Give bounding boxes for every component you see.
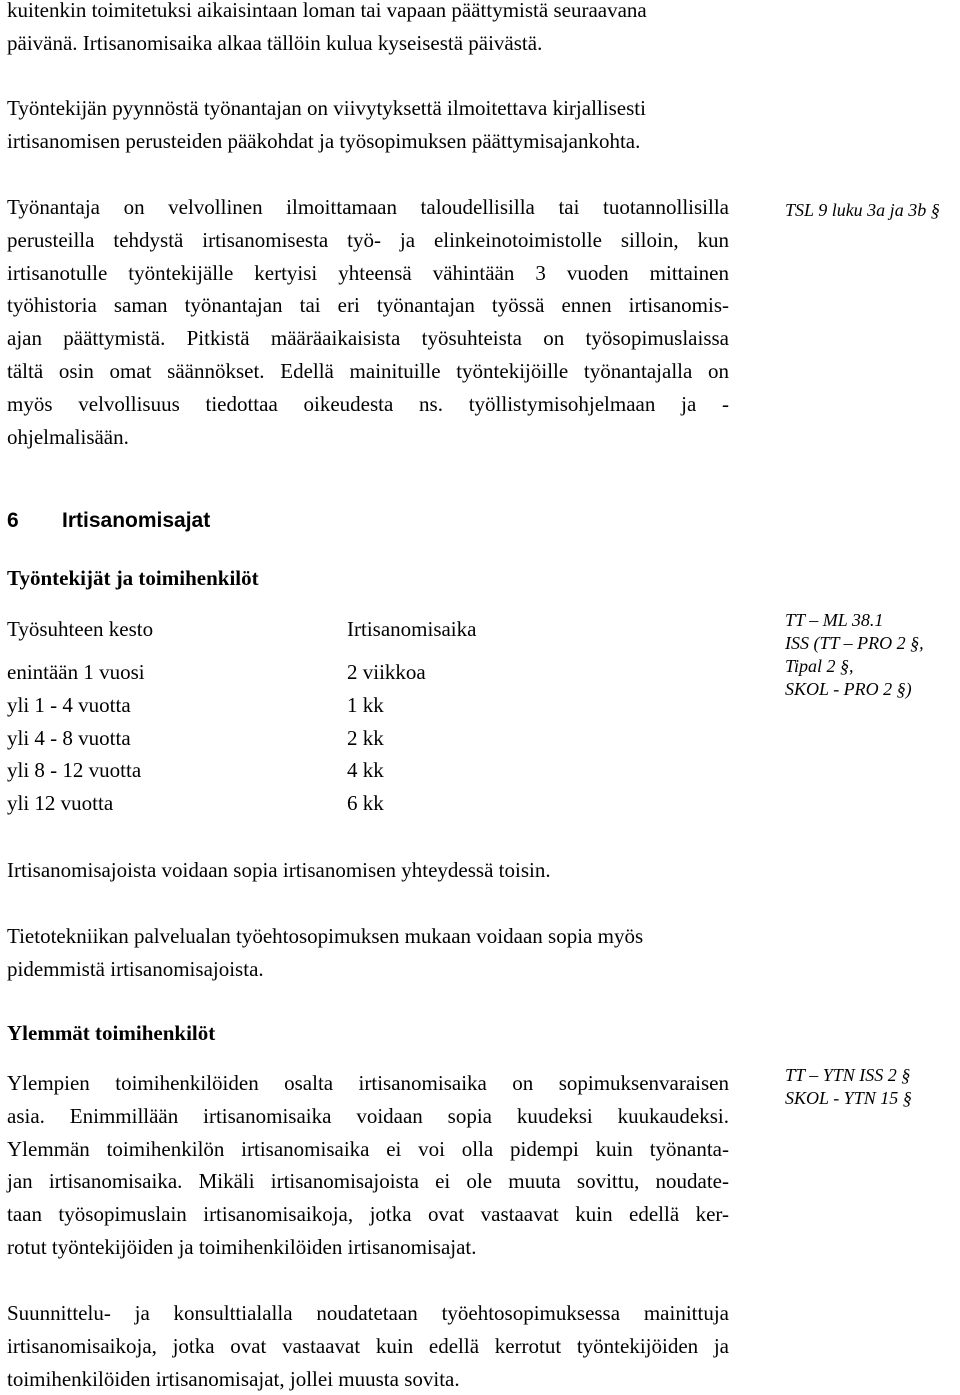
section-heading: [7, 509, 210, 533]
text-line: Ylemmän toimihenkilön irtisanomisaika ei voi olla pidempi kuin työnanta-: [7, 1136, 729, 1161]
text-line: pidemmistä irtisanomisajoista.: [7, 956, 264, 981]
text-line: Työnantaja on velvollinen ilmoittamaan taloudellisilla tai tuotannollisilla: [7, 195, 729, 219]
text-line: tältä osin omat säännökset. Edellä mainituille työntekijöille työnantajalla on: [7, 358, 729, 383]
text-line: irtisanomisen perusteiden pääkohdat ja työsopimuksen päättymisajankohta.: [7, 128, 641, 153]
text-line: perusteilla tehdystä irtisanomisesta työ- ja elinkeinotoimistolle silloin, kun: [7, 227, 729, 252]
text-line: toimihenkilöiden irtisanomisajat, jollei muusta sovita.: [7, 1366, 460, 1391]
text-line: kuitenkin toimitetuksi aikaisintaan loman tai vapaan päättymistä seuraavana: [7, 0, 647, 22]
text-line: päivänä. Irtisanomisaika alkaa tällöin kulua kyseisestä päivästä.: [7, 30, 543, 55]
text-line: työhistoria saman työnantajan tai eri työnantajan työssä ennen irtisanomis-: [7, 293, 729, 318]
text-line: taan työsopimuslain irtisanomisaikoja, jotka ovat vastaavat kuin edellä ker-: [7, 1202, 729, 1227]
text-line: Työntekijän pyynnöstä työnantajan on viivytyksettä ilmoitettava kirjallisesti: [7, 96, 646, 120]
reference-line: TT – YTN ISS 2 §: [785, 1065, 911, 1085]
text-line: irtisanomisaikoja, jotka ovat vastaavat kuin edellä kerrotut työntekijöiden ja: [7, 1333, 729, 1358]
table-row-duration: yli 12 vuotta: [7, 791, 114, 815]
text-line: myös velvollisuus tiedottaa oikeudesta ns. työllistymisohjelmaan ja -: [7, 391, 729, 416]
agreement-references-senior: [785, 1064, 960, 1110]
text-line: Irtisanomisajoista voidaan sopia irtisanomisen yhteydessä toisin.: [7, 858, 551, 882]
text-line: ajan päättymistä. Pitkistä määräaikaisista työsuhteista on työsopimuslaissa: [7, 326, 729, 351]
intro-paragraph-3: [7, 191, 729, 453]
design-consulting-paragraph: [7, 1297, 729, 1395]
section-number: 6: [7, 509, 19, 532]
section-title: Irtisanomisajat: [62, 509, 211, 532]
table-row-duration: yli 4 - 8 vuotta: [7, 726, 131, 750]
text-line: Suunnittelu- ja konsulttialalla noudatetaan työehtosopimuksessa mainittuja: [7, 1301, 729, 1325]
subheading-employees: Työntekijät ja toimihenkilöt: [7, 566, 259, 590]
senior-paragraph: [7, 1067, 729, 1264]
text-line: asia. Enimmillään irtisanomisaika voidaan sopia kuudeksi kuukaudeksi.: [7, 1103, 729, 1128]
table-row-notice: 6 kk: [347, 791, 384, 815]
table-row-duration: enintään 1 vuosi: [7, 660, 145, 684]
reference-line: Tipal 2 §,: [785, 656, 854, 676]
text-line: jan irtisanomisaika. Mikäli irtisanomisajoista ei ole muuta sovittu, noudate-: [7, 1169, 729, 1194]
table-row-duration: yli 1 - 4 vuotta: [7, 693, 131, 717]
text-line: ohjelmalisään.: [7, 424, 129, 449]
agreement-references-employees: [785, 609, 960, 701]
table-row-notice: 4 kk: [347, 758, 384, 782]
table-row-duration: yli 8 - 12 vuotta: [7, 758, 142, 782]
reference-line: SKOL - PRO 2 §): [785, 679, 912, 699]
reference-line: SKOL - YTN 15 §: [785, 1088, 912, 1108]
table-header-notice: Irtisanomisaika: [347, 617, 477, 641]
intro-paragraph-1: [7, 0, 729, 60]
table-row-notice: 2 kk: [347, 726, 384, 750]
note-negotiation: [7, 854, 729, 887]
text-line: rotut työntekijöiden ja toimihenkilöiden irtisanomisajat.: [7, 1234, 477, 1259]
table-header-duration: Työsuhteen kesto: [7, 617, 154, 641]
reference-line: ISS (TT – PRO 2 §,: [785, 633, 924, 653]
text-line: Tietotekniikan palvelualan työehtosopimuksen mukaan voidaan sopia myös: [7, 924, 644, 948]
text-line: irtisanotulle työntekijälle kertyisi yhteensä vähintään 3 vuoden mittainen: [7, 260, 729, 285]
table-row-notice: 2 viikkoa: [347, 660, 426, 684]
reference-line: TSL 9 luku 3a ja 3b §: [785, 200, 940, 220]
law-reference-tsl: [785, 199, 960, 222]
table-row-notice: 1 kk: [347, 693, 384, 717]
reference-line: TT – ML 38.1: [785, 610, 884, 630]
note-it-sector: [7, 920, 729, 986]
intro-paragraph-2: [7, 92, 729, 158]
text-line: Ylempien toimihenkilöiden osalta irtisanomisaika on sopimuksenvaraisen: [7, 1071, 729, 1095]
subheading-senior: Ylemmät toimihenkilöt: [7, 1021, 216, 1045]
